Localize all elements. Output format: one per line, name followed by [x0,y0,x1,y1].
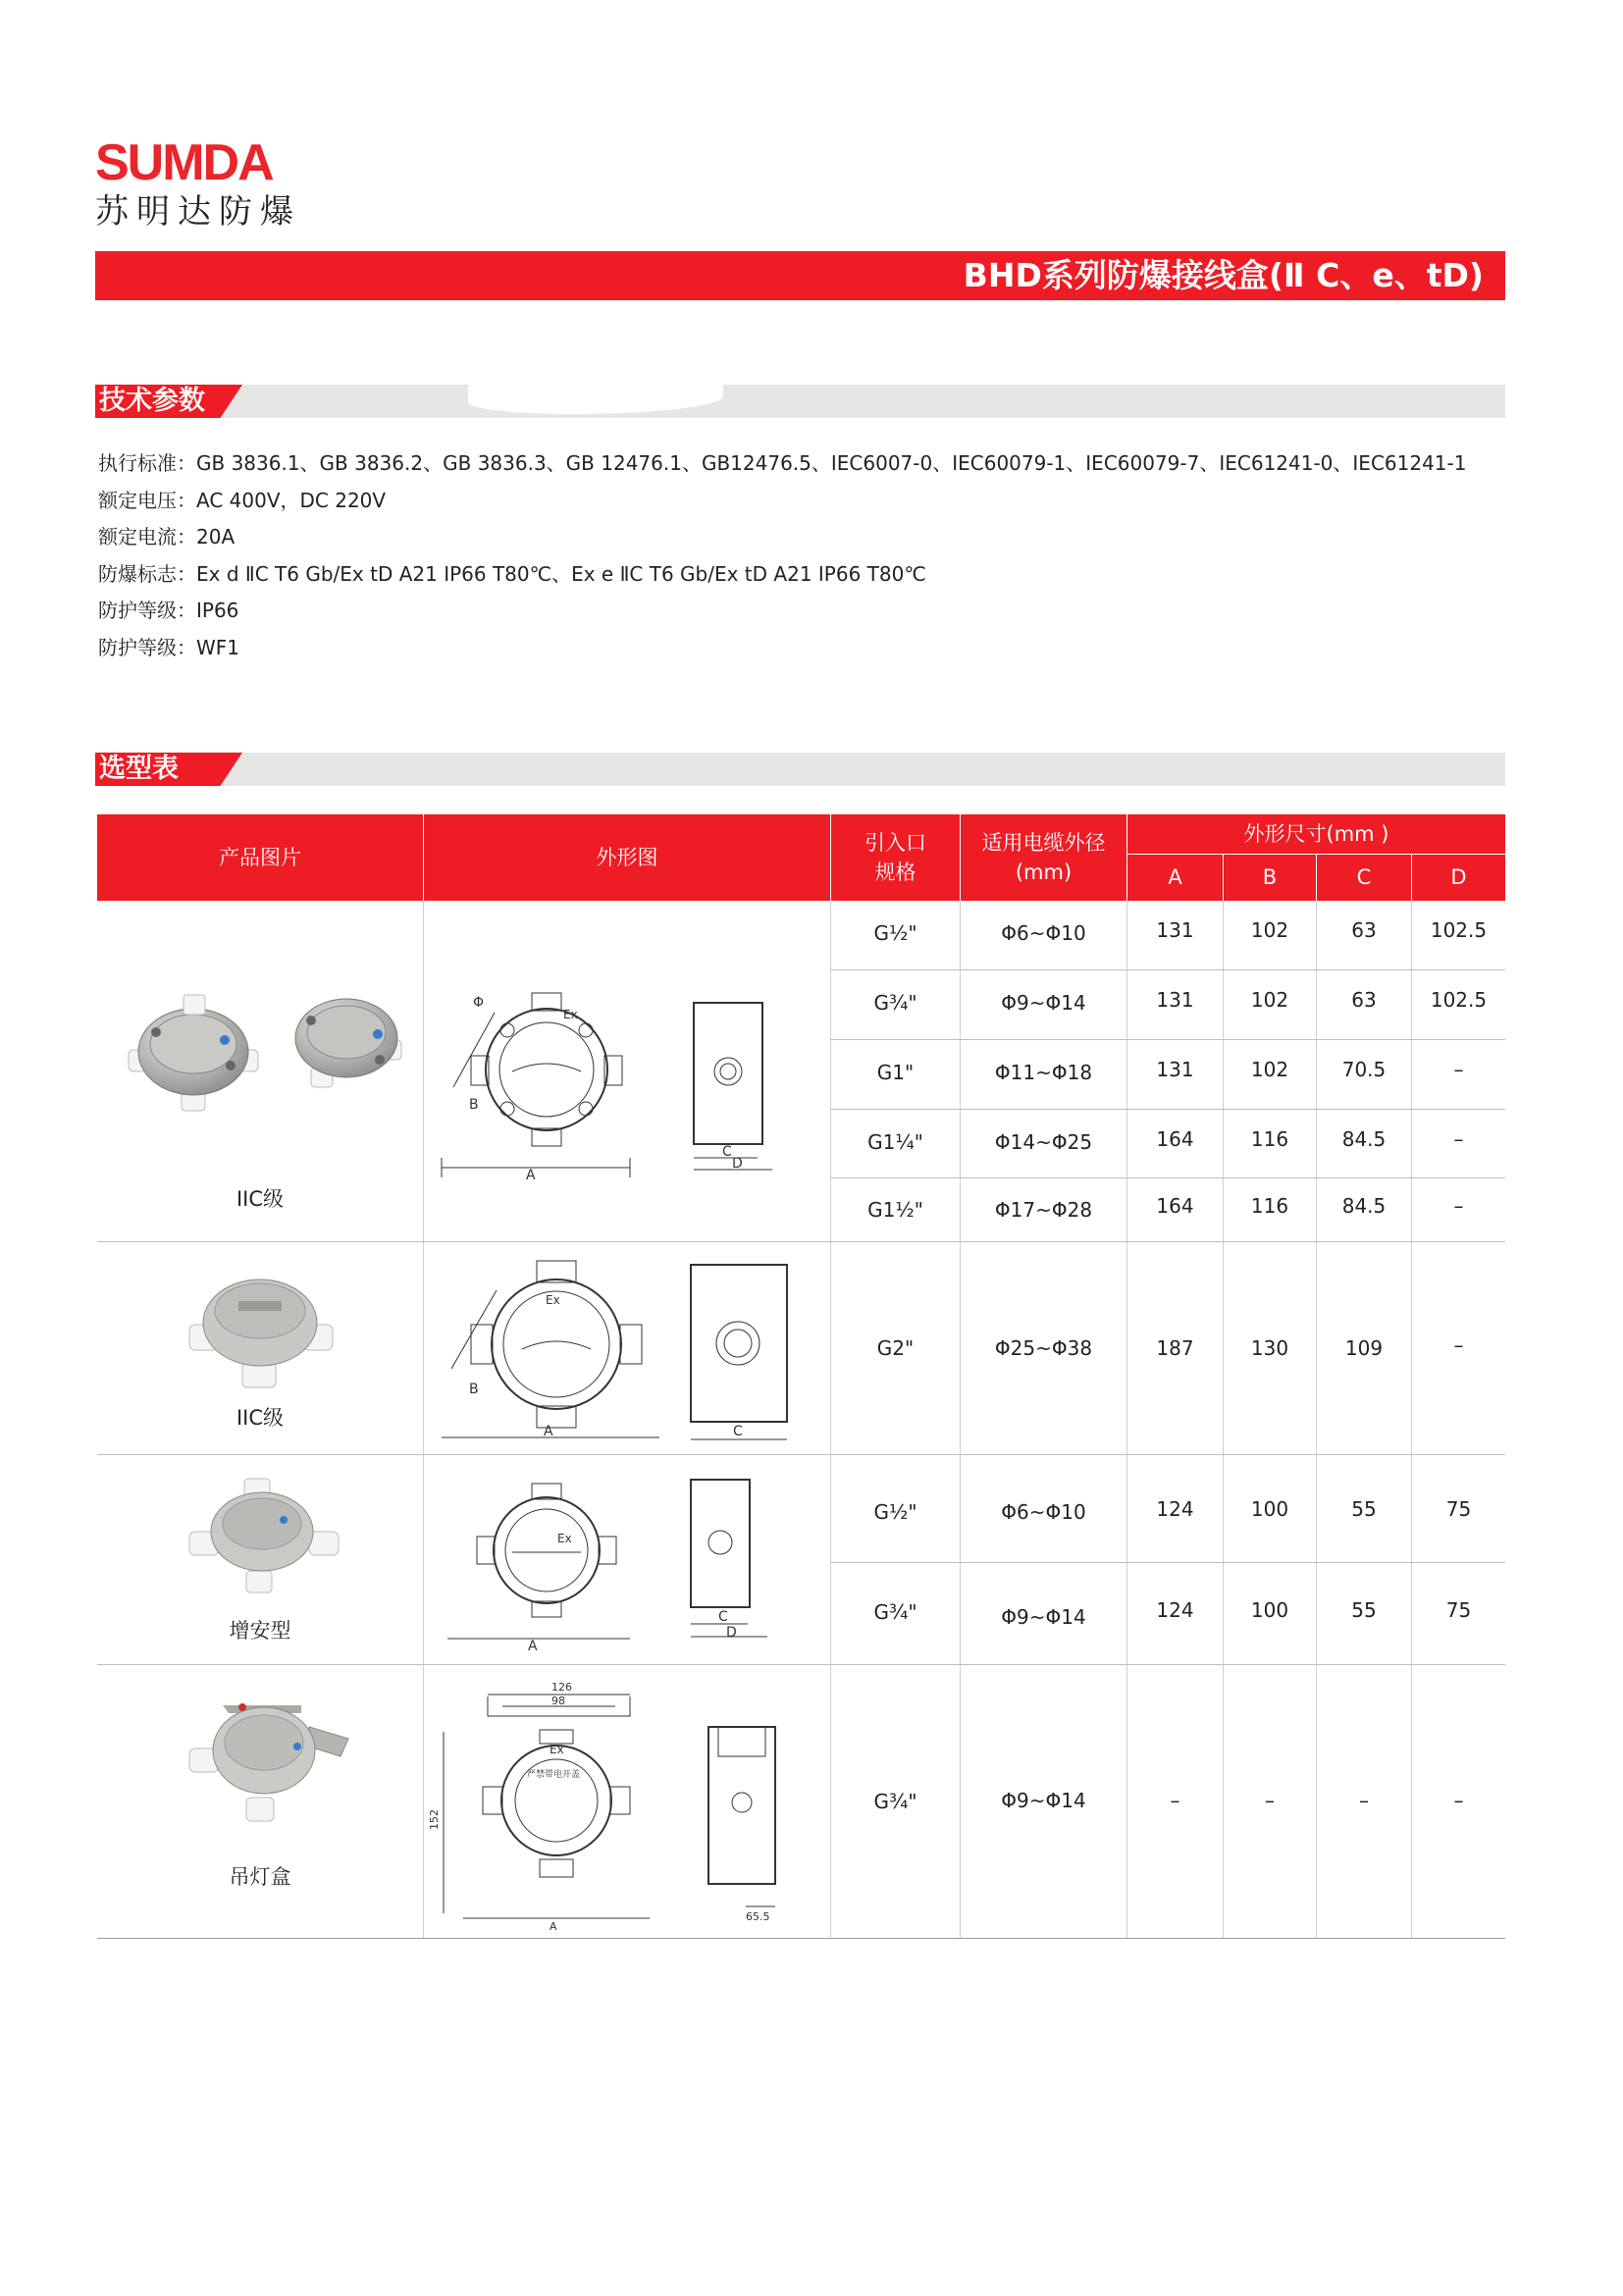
outline-drawing-4 [428,1673,826,1933]
cell-dim-d: 102.5 [1430,918,1488,942]
drawing-label-ex: Ex [550,1743,564,1756]
product-label: IIC级 [236,1187,285,1211]
section-title-tech: 技术参数 [99,386,205,416]
cell-inlet: G½" [873,921,917,945]
product-photo-pendant-box [183,1688,360,1825]
cell-dim-c: 55 [1351,1598,1377,1622]
drawing-label-ex: Ex [557,1532,572,1545]
drawing-label-a: A [550,1920,557,1933]
header-dim-d: D [1412,855,1505,901]
header-inlet-line2: 规格 [874,861,916,884]
header-inlet [831,814,960,901]
drawing-dim-152: 152 [428,1809,441,1830]
header-dim-b: B [1224,855,1316,901]
cell-dim-c: 109 [1344,1336,1384,1360]
drawing-dim-126: 126 [551,1681,572,1694]
cell-inlet: G¾" [873,1790,917,1813]
drawing-label-d: D [732,1156,743,1172]
param-value: 20A [196,525,236,549]
cell-dim-d: – [1453,1058,1464,1081]
drawing-label-a: A [526,1168,536,1183]
header-cable-line2: (mm) [1015,861,1073,884]
header-cable [961,814,1126,901]
param-value: Ex d ⅡC T6 Gb/Ex tD A21 IP66 T80℃、Ex e ⅡC T6 Gb/Ex tD A21 IP66 T80℃ [196,561,926,586]
param-key: 额定电流： [98,525,196,549]
cell-dim-c: 63 [1351,988,1377,1012]
cell-dim-c: 63 [1351,918,1377,942]
cell-cable: Φ17~Φ28 [994,1198,1093,1222]
param-key: 防爆标志： [98,561,196,586]
selection-table [97,814,1505,1939]
param-value: AC 400V，DC 220V [196,488,387,512]
cell-dim-a: – [1170,1789,1180,1812]
page-title: BHD系列防爆接线盒(Ⅱ C、e、tD) [963,256,1484,294]
cell-cable: Φ25~Φ38 [994,1336,1093,1360]
cell-cable: Φ9~Φ14 [1001,1605,1086,1629]
cell-inlet: G1¼" [867,1130,923,1154]
cell-dim-b: 100 [1250,1598,1289,1622]
product-label: IIC级 [236,1406,285,1430]
param-key: 额定电压： [98,488,196,512]
outline-drawing-1 [434,962,826,1197]
drawing-label-b: B [469,1382,479,1397]
header-cable-line1: 适用电缆外径 [981,831,1106,855]
drawing-label-d: D [726,1625,737,1641]
junction-box-2 [295,999,401,1087]
outline-drawing-2 [434,1251,826,1447]
drawing-label-c: C [718,1609,728,1625]
section-header-select [95,753,1505,786]
drawing-dim-98: 98 [551,1695,565,1707]
cell-dim-a: 131 [1156,1058,1194,1081]
brand-wordmark: SUMDA [95,134,273,191]
section-header-swoosh [468,385,723,414]
product-photo-iic-g2 [182,1266,339,1388]
cell-dim-b: 102 [1250,1058,1289,1081]
header-dim-a: A [1127,855,1223,901]
param-row [98,556,1501,594]
drawing-label-c: C [722,1144,732,1160]
param-row [98,445,1501,483]
product-photo-iic-pair [115,981,409,1114]
param-value: IP66 [196,599,239,623]
drawing-label-c: C [733,1424,743,1439]
outline-drawing-3 [434,1462,826,1658]
brand-chinese-name: 苏明达防爆 [95,192,301,232]
cell-cable: Φ9~Φ14 [1001,1789,1086,1812]
cell-dim-d: – [1453,1333,1464,1357]
header-dim-c: C [1317,855,1411,901]
cell-dim-a: 124 [1156,1598,1194,1622]
cell-dim-d: – [1453,1194,1464,1218]
cell-dim-d: – [1453,1127,1464,1151]
drawing-label-ex: Ex [546,1293,560,1307]
cell-dim-a: 187 [1156,1336,1194,1360]
param-key: 防护等级： [98,635,196,659]
cell-inlet: G1½" [867,1198,923,1222]
title-bar [95,251,1505,300]
drawing-label-a: A [544,1424,553,1439]
cell-inlet: G¾" [873,1600,917,1624]
cell-cable: Φ11~Φ18 [994,1061,1093,1084]
param-key: 防护等级： [98,599,196,623]
drawing-label-b: B [469,1097,479,1113]
cell-dim-b: 100 [1250,1497,1289,1521]
header-photo: 产品图片 [97,814,423,901]
param-row [98,483,1501,520]
cell-dim-c: 84.5 [1341,1127,1387,1151]
cell-dim-c: – [1359,1789,1369,1812]
cell-dim-a: 124 [1156,1497,1194,1521]
cell-dim-d: 75 [1445,1598,1472,1622]
table-bottom [97,1938,1505,1939]
drawing-label-a: A [528,1639,538,1654]
product-label: 增安型 [229,1619,291,1643]
cell-dim-a: 164 [1156,1194,1194,1218]
cell-inlet: G½" [873,1500,917,1524]
cell-dim-a: 131 [1156,918,1194,942]
cell-dim-b: 130 [1250,1336,1289,1360]
cell-dim-b: 102 [1250,918,1289,942]
header-drawing: 外形图 [424,814,830,901]
cell-dim-c: 70.5 [1341,1058,1387,1081]
cell-dim-c: 55 [1351,1497,1377,1521]
param-row [98,593,1501,630]
cell-dim-d: 102.5 [1430,988,1488,1012]
grid-line [423,901,424,1939]
product-label: 吊灯盒 [229,1865,291,1889]
cell-inlet: G¾" [873,991,917,1015]
param-value: GB 3836.1、GB 3836.2、GB 3836.3、GB 12476.1、GB12476.5、IEC6007-0、IEC60079-1、IEC60079-7、IEC61241-0、IEC61241-1 [196,451,1467,475]
tech-params [98,445,1501,667]
cell-dim-b: 102 [1250,988,1289,1012]
cell-cable: Φ9~Φ14 [1001,991,1086,1015]
cell-inlet: G2" [876,1336,915,1360]
cell-dim-a: 164 [1156,1127,1194,1151]
cell-inlet: G1" [876,1061,915,1084]
section-title-select: 选型表 [99,754,179,784]
cell-dim-b: 116 [1250,1194,1289,1218]
cell-dim-d: – [1453,1789,1464,1812]
drawing-label-ex: Ex [563,1008,578,1021]
header-inlet-line1: 引入口 [864,831,926,855]
header-dimensions: 外形尺寸(mm ) [1127,814,1505,854]
cell-dim-c: 84.5 [1341,1194,1387,1218]
drawing-dim-65-5: 65.5 [746,1910,770,1923]
drawing-cover-text: 严禁带电开盖 [527,1770,581,1780]
param-row [98,630,1501,667]
drawing-label-phi: Φ [473,995,485,1011]
cell-dim-d: 75 [1445,1497,1472,1521]
section-header-tech [95,385,1505,418]
param-value: WF1 [196,635,240,659]
cell-dim-a: 131 [1156,988,1194,1012]
junction-box-1 [129,995,258,1111]
cell-dim-b: 116 [1250,1127,1289,1151]
cell-cable: Φ6~Φ10 [1001,1500,1086,1524]
param-row [98,519,1501,556]
cell-cable: Φ6~Φ10 [1001,921,1086,945]
cell-cable: Φ14~Φ25 [994,1130,1093,1154]
param-key: 执行标准： [98,451,196,475]
brand-logo [95,134,350,232]
product-photo-increased-safety [185,1477,342,1594]
cell-dim-b: – [1265,1789,1275,1812]
